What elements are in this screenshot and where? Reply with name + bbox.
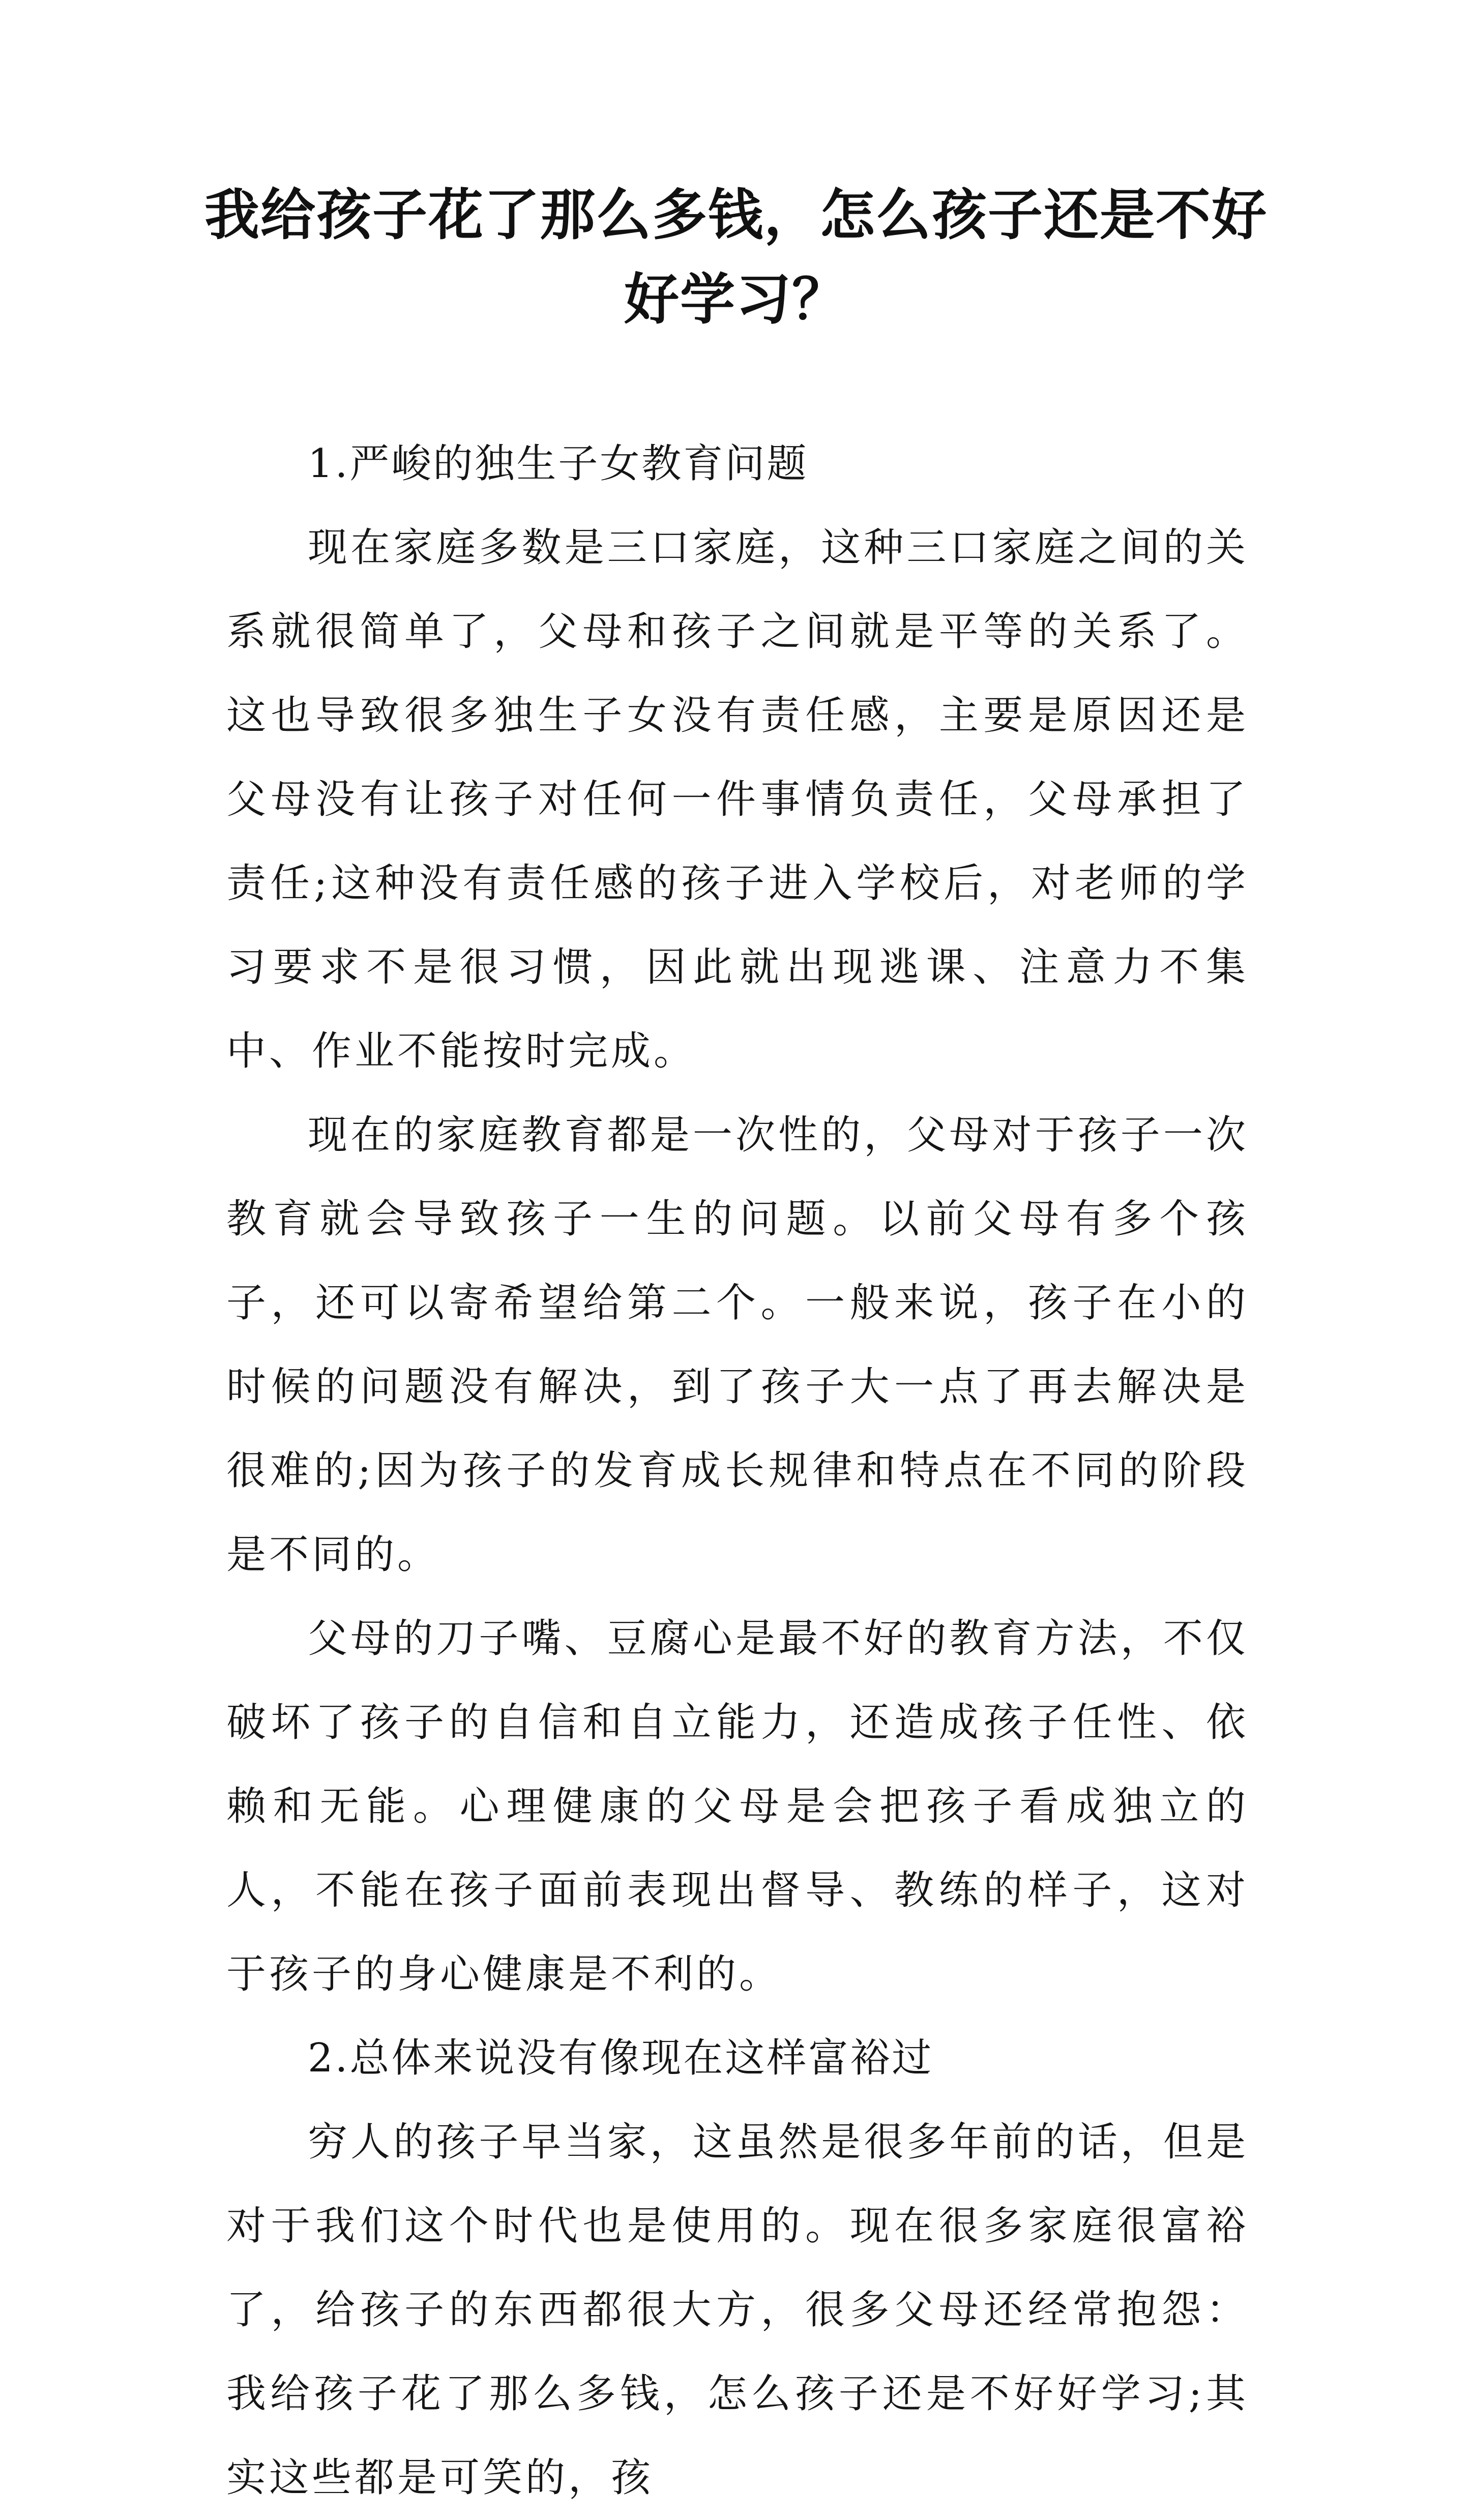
section-1-paragraph-3: 父母的刀子嘴、豆腐心是最不好的教育方法，不仅破坏了孩子的自信和自立能力，还造成孩子任性、依赖和无能。心理健康的父母是会把孩子看成独立的人，不能在孩子面前表现出督导、教练的样子，这对于孩子的身心健康是不利的。 [226,1616,1249,1997]
section-1-paragraph-1: 现在家庭多数是三口家庭，这种三口家庭之间的关系就很简单了，父母和孩子之间就是平等的关系了。这也导致很多独生子女没有责任感，主要是原因还是父母没有让孩子对任何一件事情负责任，父母承担了责任;这种没有责任感的孩子进入学校后，对老师的学习要求不是很习惯，因此就出现逃课、注意力不集中、作业不能按时完成。 [226,525,1249,1074]
section-1-heading: 1.严峻的独生子女教育问题 [308,441,809,487]
document-body [226,422,1249,2520]
section-2-heading: 2.总体来说没有像现在这样富裕过 [308,2035,934,2081]
section-2-paragraph-1: 穷人的孩子早当家，这虽然是很多年前的话，但是对于我们这个时代也是使用的。现在很多家庭很富裕了，给孩子的东西都很大方，很多父母还经常抱怨：我给孩子花了那么多钱，怎么孩子还是不好好学习;其实这些都是可笑的，孩 [226,2119,1249,2501]
document-title: 我给孩子花了那么多钱，怎么孩子还是不好好学习？ [204,183,1268,332]
section-1-paragraph-2: 现在的家庭教育都是一次性的，父母对于孩子一次教育就会导致孩子一生的问题。以前父母有多个孩子，还可以寄希望给第二个。一般来说，孩子在小的时候的问题没有解决，到了孩子大一点了再去解决是很难的;因为孩子的发育成长规律和特点在不同的阶段是不同的。 [226,1112,1249,1578]
